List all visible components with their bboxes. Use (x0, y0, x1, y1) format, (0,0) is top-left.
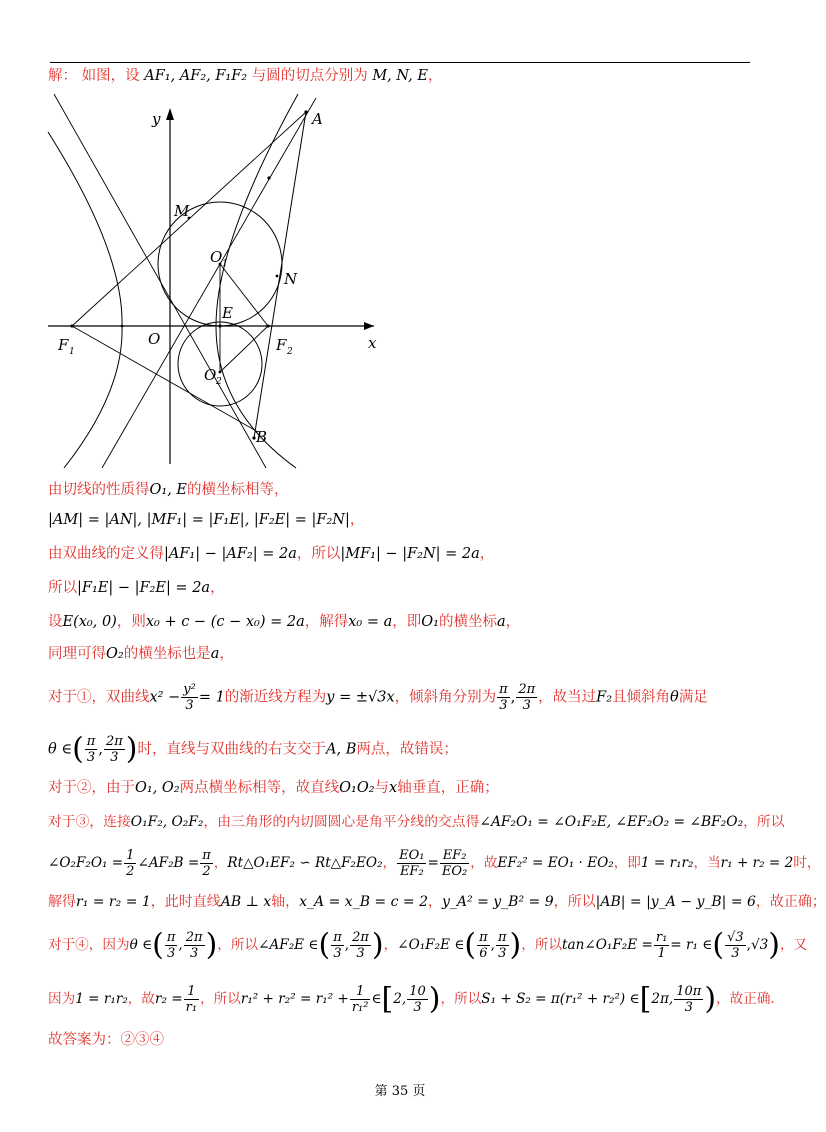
point-marker (267, 176, 270, 179)
line-6: 同理可得O₂的横坐标也是a， (48, 646, 234, 662)
final-answer: 故答案为：②③④ (48, 1032, 164, 1048)
label-y: y (152, 110, 161, 128)
label-O1: O (210, 248, 223, 266)
x-axis-arrow-icon (364, 322, 374, 330)
point-F2 (266, 324, 269, 327)
solution-label: 解： (48, 68, 77, 84)
line-4: 所以|F₁E| − |F₂E| = 2a， (48, 580, 225, 596)
label-F2: F (276, 336, 287, 354)
label-B: B (256, 428, 268, 446)
point-left-vertex (121, 325, 124, 328)
page-number: 第 35 页 (374, 1084, 426, 1099)
line-10: 对于③，连接O₁F₂, O₂F₂，由三角形的内切圆圆心是角平分线的交点得∠AF₂O₁ = ∠O₁F₂E, ∠EF₂O₂ = ∠BF₂O₂，所以 (48, 814, 785, 830)
header-rule (50, 62, 750, 63)
label-E: E (222, 304, 233, 322)
line-14: 因为1 = r₁r₂，故r₂ = $\frac{1}{\text{r₁}}$ ，所以r₁² + r₂² = r₁² + $\frac{1}{\text{r₁²}}$ ∈[2, $\frac{10}{3}$ )，所以S₁ + S₂ = π(r₁² + r₂²) ∈[2π, $\frac{10\pi}{3}$ )，故正确. (48, 981, 775, 1017)
y-axis-arrow-icon (166, 108, 174, 120)
label-F1-sub: 1 (69, 347, 75, 357)
hyperbola-figure (44, 92, 384, 468)
line-5: 设E(x₀, 0)，则x₀ + c − (c − x₀) = 2a，解得x₀ = a，即O₁的横坐标a， (48, 614, 521, 630)
point-O2 (219, 371, 222, 374)
line-F1B (72, 326, 258, 432)
label-N: N (284, 270, 298, 288)
solution-intro: 解： 如图，设 AF₁, AF₂, F₁F₂ 与圆的切点分别为 M, N, E， (48, 68, 443, 84)
line-12: 解得r₁ = r₂ = 1，此时直线AB ⊥ x轴，x_A = x_B = c = 2，y_A² = y_B² = 9，所以|AB| = |y_A − y_B| = 6，故正确； (48, 894, 826, 910)
label-x: x (368, 334, 377, 352)
hyperbola-left-branch (48, 132, 122, 468)
label-O1-sub: 1 (222, 259, 228, 269)
segment-O2F2 (220, 326, 268, 372)
label-F2-sub: 2 (287, 347, 293, 357)
line-8: θ ∈( $\frac{\pi}{3}$ , $\frac{2\pi}{3}$ )时，直线与双曲线的右支交于A, B两点，故错误； (48, 731, 458, 767)
line-2: |AM| = |AN|, |MF₁| = |F₁E|, |F₂E| = |F₂N|， (48, 512, 365, 528)
label-M: M (174, 202, 190, 220)
line-1: 由切线的性质得O₁, E的横坐标相等， (48, 482, 289, 498)
label-F1: F (58, 336, 69, 354)
line-3: 由双曲线的定义得|AF₁| − |AF₂| = 2a，所以|MF₁| − |F₂N| = 2a， (48, 546, 495, 562)
point-N (276, 275, 279, 278)
label-O2: O (204, 366, 217, 384)
label-O2-sub: 2 (216, 377, 222, 387)
label-O: O (148, 330, 161, 348)
point-E (218, 324, 221, 327)
line-7: 对于①，双曲线x² − $\frac{\text{y²}}{3}$ = 1的渐近线方程为y = ±√3x，倾斜角分别为 $\frac{\pi}{3}$ , $\frac{2\pi}{3}$ ，故当过F₂且倾斜角θ满足 (48, 682, 708, 713)
line-13: 对于④，因为θ ∈( $\frac{\pi}{3}$ , $\frac{2\pi}{3}$ )，所以∠AF₂E ∈( $\frac{\pi}{3}$ , $\frac{2\pi}{3}$ )，∠O₁F₂E ∈( $\frac{\pi}{6}$ , $\frac{\pi}{3}$ )，所以tan∠O₁F₂E = $\frac{\text{r₁}}{1}$ = r₁ ∈( $\frac{√3}{3}$ ,√3)，又 (48, 927, 808, 963)
line-11: ∠O₂F₂O₁ = $\frac{1}{2}$ ∠AF₂B = $\frac{\pi}{2}$ ，Rt△O₁EF₂ ∽ Rt△F₂EO₂， $\frac{\text{EO₁}}{\text{EF₂}}$ = $\frac{\text{EF₂}}{\text{EO₂}}$ ，故EF₂² = EO₁ · EO₂，即1 = r₁r₂，当r₁ + r₂ = 2时， (48, 848, 821, 879)
point-A (304, 110, 307, 113)
point-F1 (70, 324, 73, 327)
line-9: 对于②，由于O₁, O₂两点横坐标相等，故直线O₁O₂与x轴垂直，正确； (48, 780, 499, 796)
label-A: A (312, 110, 323, 128)
